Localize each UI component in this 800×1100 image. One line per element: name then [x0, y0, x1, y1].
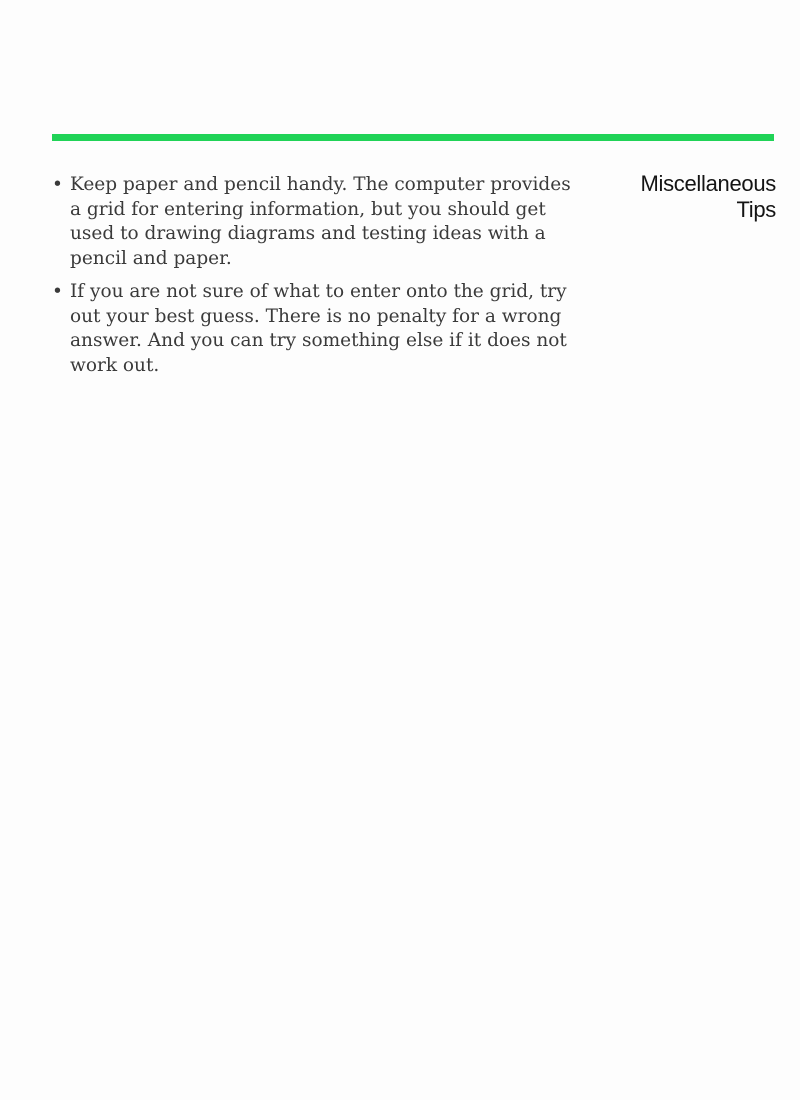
tips-list: [50, 173, 575, 387]
tip-text: If you are not sure of what to enter onto the grid, try out your best guess. There is no penalty for a wrong answer. And you can try something else if it does not work out.: [70, 281, 567, 376]
bullet-icon: •: [52, 281, 63, 302]
section-heading: [576, 171, 776, 223]
bullet-icon: •: [52, 174, 63, 195]
section-heading-line-2: Tips: [736, 197, 776, 222]
tip-item: [50, 280, 575, 378]
tip-text: Keep paper and pencil handy. The computer provides a grid for entering information, but you should get used to drawing diagrams and testing ideas with a pencil and paper.: [70, 174, 571, 269]
section-heading-line-1: Miscellaneous: [640, 171, 776, 196]
tip-item: [50, 173, 575, 271]
section-divider-rule: [52, 134, 774, 141]
